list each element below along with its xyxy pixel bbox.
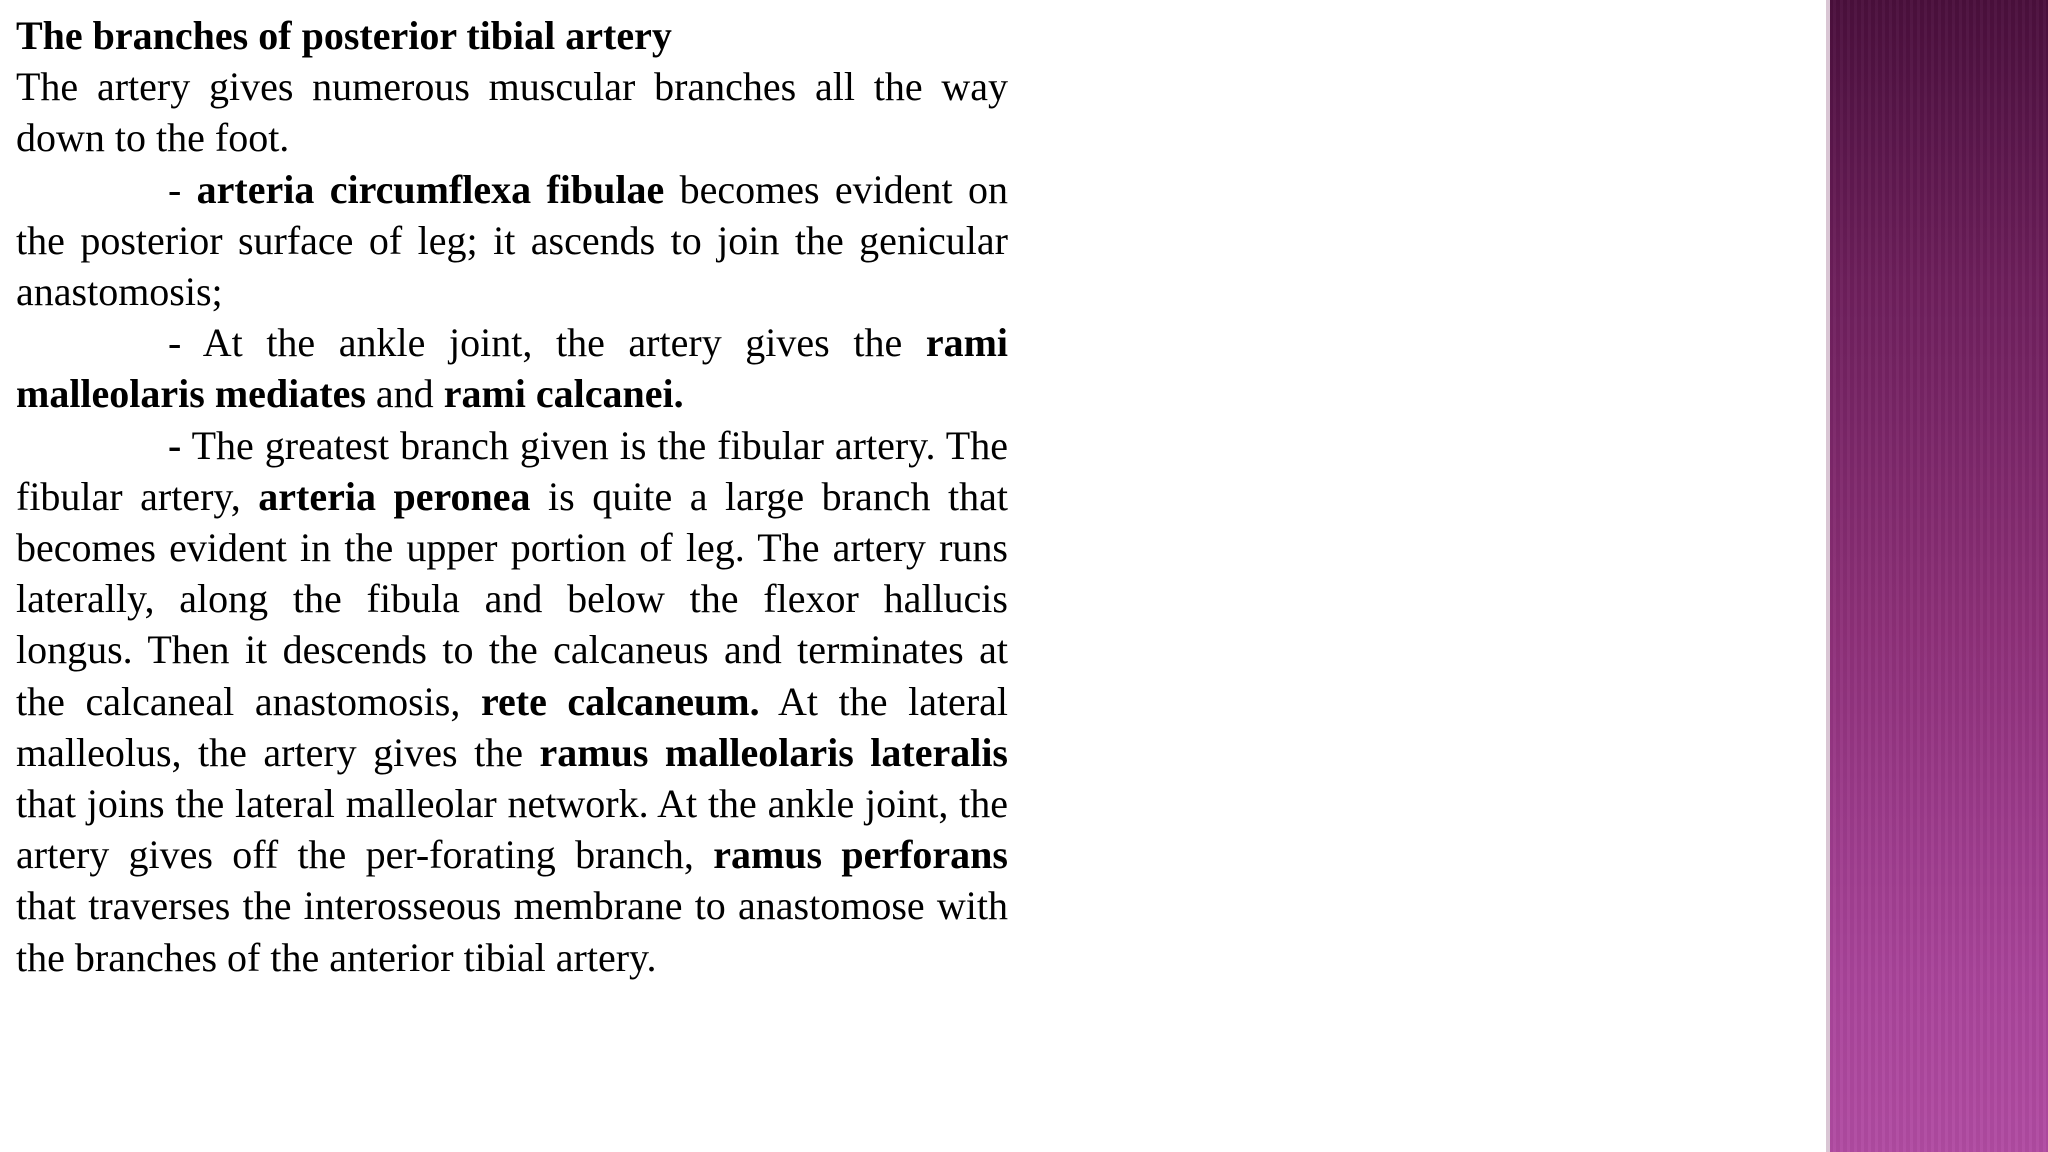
term-arteria-circumflexa-fibulae: arteria circumflexa fibulae [196,166,665,212]
paragraph-text: is quite a large branch that becomes evident in the upper portion of leg. The artery runs laterally, along the fibula and below the flexor hallucis longus. Then it descends to the calcaneus and terminates at the calcaneal anastomosis, [16,473,1008,724]
paragraph-text: The greatest branch given is the fibular artery. The fibular artery, [16,422,1008,519]
slide-text-block [16,10,1008,983]
fibular-paragraph [16,420,1008,983]
side-panel-edge [1826,0,1830,1152]
paragraph-text: that traverses the interosseous membrane to anastomose with the branches of the anterior tibial artery. [16,883,1008,980]
decorative-side-panel [1826,0,2048,1152]
term-ramus-malleolaris-lateralis: ramus malleolaris lateralis [539,729,1009,775]
dash: - [168,422,182,468]
paragraph-text: becomes evident on the posterior surface of leg; it ascends to join the genicular anastomosis; [16,166,1008,315]
term-ramus-perforans: ramus perforans [713,832,1008,878]
term-rami-malleolaris-mediates: rami malleolaris mediates [16,320,1008,417]
paragraph-text: - At the ankle joint, the artery gives the [168,320,926,366]
dash: - [168,166,197,212]
term-arteria-peronea: arteria peronea [258,473,531,519]
term-rete-calcaneum: rete calcaneum. [480,678,760,724]
paragraph-text: At the lateral malleolus, the artery gives the [16,678,1009,775]
paragraph-text: and [365,371,444,417]
ankle-paragraph [16,317,1008,419]
term-rami-calcanei: rami calcanei. [443,371,684,417]
intro-paragraph: The artery gives numerous muscular branches all the way down to the foot. [16,64,1008,161]
circumflexa-paragraph [16,164,1008,318]
slide-title: The branches of posterior tibial artery [16,13,672,58]
paragraph-text: that joins the lateral malleolar network. At the ankle joint, the artery gives off the per-forating branch, [16,781,1008,878]
